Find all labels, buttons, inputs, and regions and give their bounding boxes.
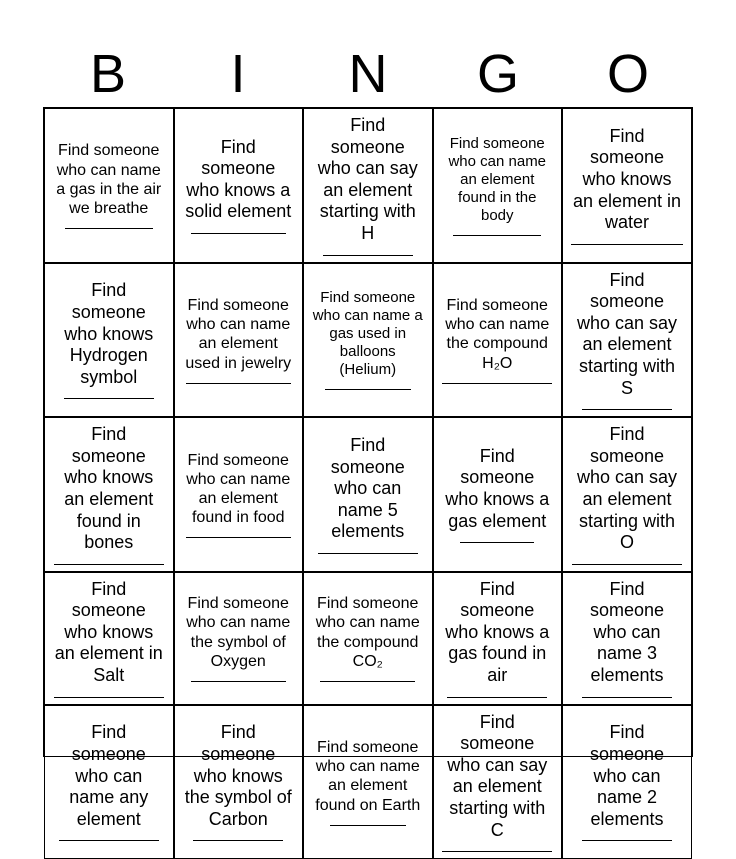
cell-prompt: Find someone who can name 3 elements (589, 578, 665, 686)
signature-line[interactable] (54, 697, 164, 698)
signature-line[interactable] (320, 681, 415, 682)
bingo-cell[interactable] (303, 263, 433, 418)
header-letter-i: I (230, 44, 246, 104)
bingo-cell[interactable] (174, 108, 304, 263)
signature-line[interactable] (442, 383, 552, 384)
signature-line[interactable] (59, 840, 159, 841)
cell-prompt: Find someone who knows an element in Salt (54, 578, 163, 686)
signature-line[interactable] (64, 398, 154, 399)
signature-line[interactable] (193, 840, 283, 841)
header-letter-n: N (348, 44, 388, 104)
cell-prompt: Find someone who can say an element starting with C (447, 711, 548, 840)
cell-prompt: Find someone who can say an element starting with S (576, 269, 678, 398)
bingo-cell[interactable] (562, 572, 692, 705)
cell-prompt: Find someone who can name 2 elements (589, 722, 665, 829)
cell-prompt: Find someone who can name the symbol of Oxygen (186, 595, 291, 670)
signature-line[interactable] (582, 409, 672, 410)
signature-line[interactable] (323, 255, 413, 256)
bingo-cell[interactable] (174, 417, 304, 572)
bingo-cell[interactable] (44, 417, 174, 572)
signature-line[interactable] (65, 228, 153, 229)
cell-prompt: Find someone who can say an element starting with O (576, 424, 678, 553)
signature-line[interactable] (582, 840, 672, 841)
bingo-cell[interactable] (303, 572, 433, 705)
signature-line[interactable] (191, 681, 286, 682)
signature-line[interactable] (186, 383, 291, 384)
cell-prompt: Find someone who can name any element (69, 722, 149, 829)
signature-line[interactable] (460, 542, 534, 543)
cell-prompt: Find someone who can name the compound H₂O (445, 296, 550, 372)
cell-prompt: Find someone who can name a gas in the air we breathe (56, 142, 162, 217)
signature-line[interactable] (447, 697, 547, 698)
bingo-cell[interactable] (433, 705, 563, 859)
bingo-cell[interactable] (174, 263, 304, 418)
signature-line[interactable] (191, 233, 286, 234)
signature-line[interactable] (54, 564, 164, 565)
signature-line[interactable] (453, 235, 541, 236)
bingo-cell[interactable] (303, 417, 433, 572)
bingo-grid (43, 107, 693, 840)
cell-prompt: Find someone who can name an element found in the body (448, 134, 547, 224)
signature-line[interactable] (325, 389, 411, 390)
bingo-cell[interactable] (174, 705, 304, 859)
signature-line[interactable] (186, 537, 291, 538)
cell-prompt: Find someone who knows a gas found in air (445, 578, 550, 686)
signature-line[interactable] (571, 244, 683, 245)
cell-prompt: Find someone who can say an element starting with H (317, 115, 418, 243)
signature-line[interactable] (318, 553, 418, 554)
cell-prompt: Find someone who knows a gas element (445, 445, 550, 531)
bingo-cell[interactable] (562, 108, 692, 263)
cell-prompt: Find someone who can name a gas used in balloons (Helium) (312, 289, 423, 379)
cell-prompt: Find someone who knows an element in water (572, 125, 682, 233)
bingo-cell[interactable] (562, 417, 692, 572)
bingo-cell[interactable] (174, 572, 304, 705)
bingo-cell[interactable] (44, 108, 174, 263)
bingo-cell[interactable] (44, 572, 174, 705)
bingo-cell[interactable] (562, 263, 692, 418)
signature-line[interactable] (330, 825, 406, 826)
signature-line[interactable] (582, 697, 672, 698)
bingo-header (43, 40, 693, 108)
bingo-cell[interactable] (303, 108, 433, 263)
cell-prompt: Find someone who knows an element found in bones (64, 424, 154, 553)
bingo-cell[interactable] (433, 108, 563, 263)
bingo-cell[interactable] (433, 417, 563, 572)
cell-prompt: Find someone who can name an element used in jewelry (185, 296, 292, 372)
bingo-cell[interactable] (303, 705, 433, 859)
bingo-cell[interactable] (562, 705, 692, 859)
cell-prompt: Find someone who can name an element found in food (186, 451, 291, 527)
cell-prompt: Find someone who knows Hydrogen symbol (64, 280, 154, 387)
bingo-cell[interactable] (44, 263, 174, 418)
cell-prompt: Find someone who can name the compound CO₂ (315, 595, 420, 670)
signature-line[interactable] (442, 851, 552, 852)
header-letter-g: G (476, 44, 519, 104)
cell-prompt: Find someone who can name an element found on Earth (315, 739, 421, 814)
cell-prompt: Find someone who can name 5 elements (330, 434, 405, 542)
bingo-cell[interactable] (433, 572, 563, 705)
header-letter-o: O (606, 44, 649, 104)
bingo-cell[interactable] (433, 263, 563, 418)
cell-prompt: Find someone who knows the symbol of Carbon (184, 722, 292, 829)
signature-line[interactable] (572, 564, 682, 565)
bingo-cell[interactable] (44, 705, 174, 859)
cell-prompt: Find someone who knows a solid element (185, 136, 292, 222)
header-letter-b: B (89, 44, 127, 104)
